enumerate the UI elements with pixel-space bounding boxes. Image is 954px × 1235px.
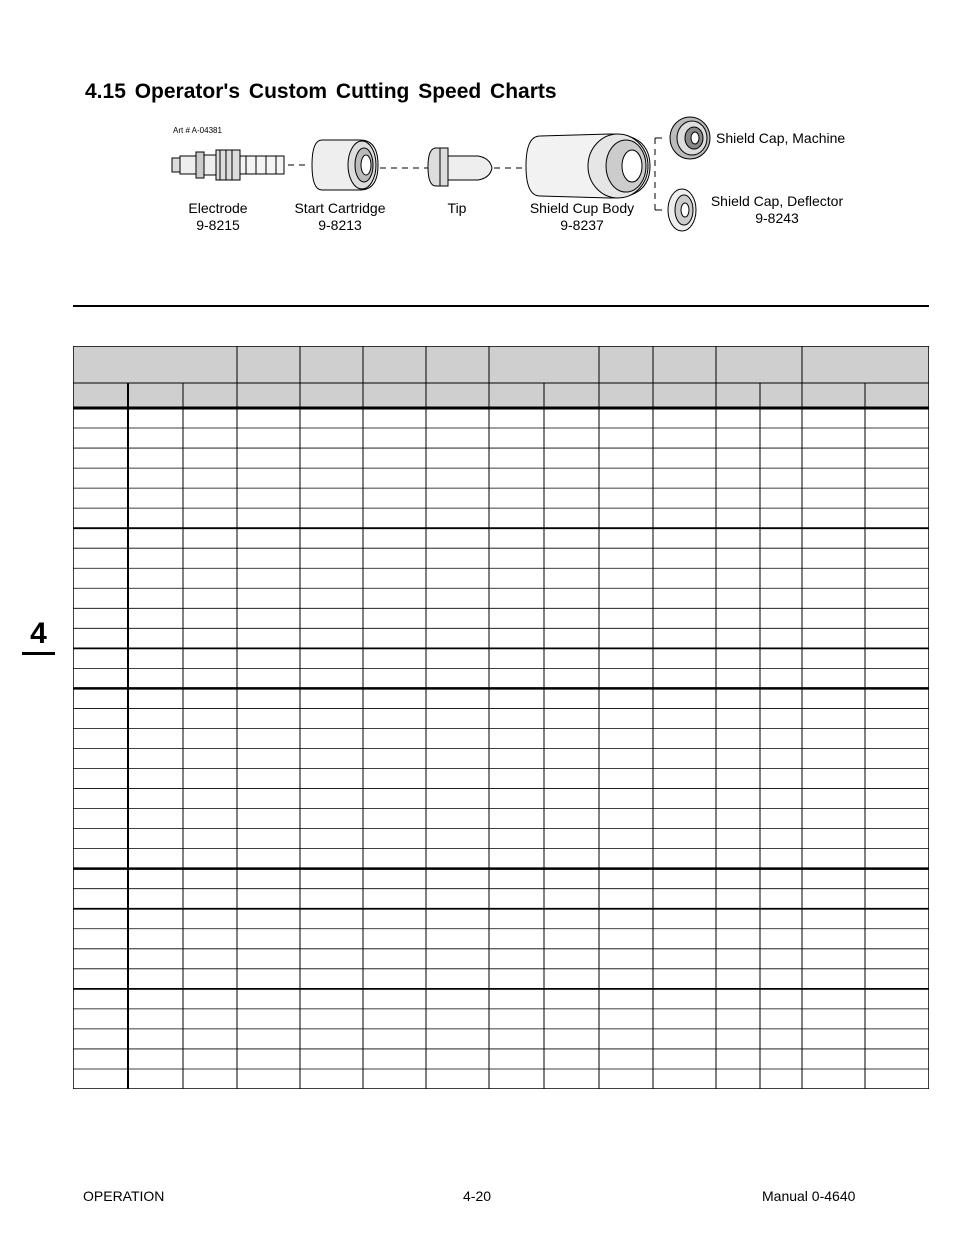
shield-cup-body-drawing [526, 134, 650, 198]
custom-speed-chart-grid [73, 346, 929, 1089]
shield-cap-machine-drawing [670, 117, 710, 159]
footer-manual-number: Manual 0-4640 [762, 1188, 856, 1204]
part-label-electrode [185, 200, 251, 234]
part-label-start-cartridge [290, 200, 390, 234]
part-label-tip [440, 200, 474, 217]
part-name: Shield Cap, Machine [716, 130, 846, 146]
part-number: 9-8243 [755, 210, 799, 226]
page-title: 4.15 Operator's Custom Cutting Speed Charts [85, 80, 557, 103]
electrode-drawing [172, 150, 284, 180]
section-divider [73, 305, 929, 307]
start-cartridge-drawing [312, 140, 378, 190]
part-label-shield-cup-body [527, 200, 637, 234]
footer-section-name: OPERATION [83, 1188, 165, 1204]
part-label-shield-cap-deflector [706, 193, 848, 227]
part-number: 9-8237 [560, 217, 604, 233]
part-number: 9-8215 [196, 217, 240, 233]
chart-header-shading [73, 346, 929, 408]
section-tab-underline [22, 652, 55, 655]
part-name: Shield Cap, Deflector [710, 193, 844, 209]
torch-parts-diagram [0, 0, 954, 300]
section-tab-marker [22, 618, 55, 655]
part-name: Shield Cup Body [529, 200, 635, 216]
part-name: Tip [447, 200, 467, 216]
part-name: Start Cartridge [294, 200, 386, 216]
section-tab-number: 4 [30, 617, 47, 650]
shield-cap-deflector-drawing [668, 189, 696, 231]
part-number: 9-8213 [318, 217, 362, 233]
part-name: Electrode [188, 200, 248, 216]
art-number: Art # A-04381 [173, 126, 222, 135]
part-label-shield-cap-machine [716, 130, 845, 147]
footer-page-number: 4-20 [463, 1188, 492, 1204]
tip-drawing [428, 148, 492, 186]
